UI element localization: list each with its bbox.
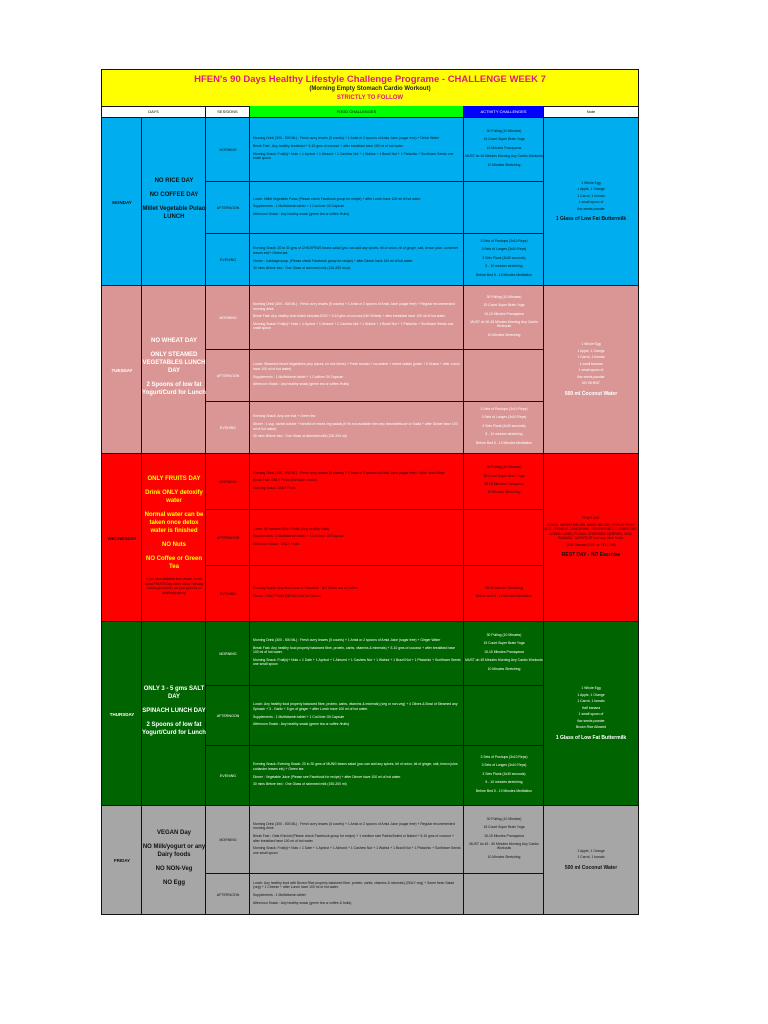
food-line: Afternoon Snack : ONLY Fruits <box>253 541 300 546</box>
activity-line: MUST do 45 - 60 Minutes Morning Any Cardio Workouts <box>469 842 539 851</box>
note-line: flax seeds powder <box>577 374 605 379</box>
note-highlight: 1 Glass of Low Fat Buttermilk <box>555 734 627 741</box>
food-line: Morning Drink (300 - 500 ML) : Fresh curry leaves (5 counts) + 1 Amla or 2 spoons of Amla Juice (sugar free) + Ginger Water <box>253 638 441 643</box>
food-line: Break Fast : Any healthy breakfast + 5-10 gms of coconut + after breakfast have 100 ml of hot water. <box>253 143 404 148</box>
food-line: Dinner : Vegetable Juice (Please see Facebook for recipe) + after Dinner have 100 ml of hot water. <box>253 774 402 779</box>
day-name: THURSDAY <box>109 711 135 717</box>
day-block-wednesday <box>102 454 638 622</box>
activity-line: 15 Count Super Brain Yoga <box>483 641 525 646</box>
activity-line: 3 Sets of Lunges (3x10 Reps) <box>481 247 527 252</box>
activity-line: 3 Sets of Lunges (3x10 Reps) <box>481 763 527 768</box>
food-line: Lunch: Any healthy food properly balanced fibre, protein, carbs, vitamins & minerals) (veg or non-veg) + 4 Olives & Bowl of Steamed any Spinach + 3 - Garlic + 5 gm of ginger + after Lunch have 100 ml of hot water. <box>253 702 458 711</box>
food-line: Morning Snack: Fruit(s)+ Nuts = 1 Apricot + 1 Almond + 1 Cashew Nut + 1 Walnut + 1 Brazil Nut + 1 Pistachio + Sunflower Seeds one small spoon <box>253 151 454 161</box>
activity-line: 15-15 Minutes Pranayama <box>484 482 524 486</box>
activity-line: 30 Pulling (10 Minutes) <box>486 816 522 821</box>
food-line: Supplements : 1 Multivitamin tablet + 1 Cod liver Oil Capsule <box>253 714 345 719</box>
activity-line: 15 Count Super Brain Yoga <box>483 137 525 142</box>
food-afternoon <box>250 510 464 566</box>
session-label-morning: MORNING <box>219 480 237 484</box>
note-line: 1 Carrot, 1 tomato <box>577 855 605 860</box>
note-line: 1 Apple, 1 Orange <box>577 348 605 353</box>
note-highlight: 500 ml Coconut Water <box>564 864 618 871</box>
food-line: Afternoon Snack : Any healthy snack (green tea or coffee & fruits) <box>253 900 352 905</box>
day-block-friday <box>102 806 638 915</box>
food-line: Morning Snack: Fruit(s)+ Nuts = 1 Date + 1 Apricot + 1 Almond + 1 Cashew Nut + 1 Walnut + 1 Brazil Nut + 1 Pistachio + Sunflower Seeds one small spoon <box>253 846 461 855</box>
note-line: Brown Rice Allowed <box>576 725 606 729</box>
day-rule: ONLY 3 - 5 gms SALT DAY <box>143 686 205 700</box>
activity-line: 3 Sets Plank (3x30 seconds) <box>482 423 526 428</box>
note-line: 2000 Banana (RED or YELLOW) <box>566 542 616 547</box>
note-line: 1 small banana <box>579 361 603 366</box>
activity-line: 3 Sets of Lunges (3x10 Reps) <box>481 415 527 420</box>
day-rule: Normal water can be taken once detox water is finished <box>144 512 204 534</box>
food-line: Evening Snack: 20 to 30 gms of CHICKPEAS beans salad (you can add any spices, bit of onion, bit of ginger, salt, lemon juice, coriander leaves etc)+ Green tea <box>253 246 459 255</box>
note-line: 1 Carrot, 1 tomato <box>577 193 605 198</box>
day-rule: 2 Spoons of low fat Yogurt/Curd for Lunch <box>142 382 206 396</box>
food-morning <box>250 622 464 686</box>
food-line: Afternoon Snack : Any healthy snack (green tea or coffee /fruits) <box>253 382 350 387</box>
day-rule: 2 Spoons of low fat Yogurt/Curd for Lunch <box>142 722 206 736</box>
activity-line: MUST do 45 Minutes Morning Any Cardio Workouts <box>465 658 543 663</box>
food-line: Morning Snack: Fruit(s)+ Nuts = 1 Apricot + 1 Almond + 1 Cashew Nut + 1 Walnut + 1 Brazil Nut + 1 Pistachio + Sunflower Seeds one small spoon <box>253 321 454 331</box>
day-name: FRIDAY <box>113 858 131 863</box>
food-line: 30 mins Before bed : One Glass of skimmed milk (150-200 ml pt) <box>253 266 351 271</box>
activity-morning <box>464 806 544 874</box>
note-highlight: 1 Glass of Low Fat Buttermilk <box>555 216 627 222</box>
note-line: 1 Apple, 1 Orange <box>577 692 605 697</box>
day-name: TUESDAY <box>111 367 133 373</box>
note-line: 1 Whole Egg <box>581 180 601 185</box>
activity-line: 30 Pulling (10 Minutes) <box>486 128 522 133</box>
food-afternoon <box>250 874 464 915</box>
activity-line: 3 Sets Plank (3x30 seconds) <box>482 771 526 776</box>
food-evening <box>250 566 464 622</box>
day-rule: NO COFFEE DAY <box>149 192 199 198</box>
food-morning <box>250 118 464 182</box>
note-line: GUAVA, WATER MELON, MUSK MELON, CITRUS FRUIT (E.G. ORANGE, TANGERINE, GRAPEFRUIT, CLEMENTINE, LEMON, LIME), PLUMS, CHERRIES, BERRIES, KIWI, BANANA, JACKFRUIT and any other fruits. <box>544 522 638 541</box>
sheet-title: HFEN's 90 Days Healthy Lifestyle Challenge Programe - CHALLENGE WEEK 7 <box>194 74 546 85</box>
note-line: flax seeds powder <box>577 718 605 723</box>
food-line: Break Fast: Any healthy food which includes EGG + 5-10 gms of coconut (NO Wheat) + after breakfast have 100 ml of hot water. <box>253 314 446 319</box>
activity-line: Before Bed 5 - 10 Minutes Meditation <box>476 440 532 445</box>
day-rule: NO Milk/yogurt or any Dairy foods <box>142 843 206 858</box>
activity-line: 5 - 10 minutes stretching <box>485 780 523 785</box>
food-line: Evening Snack: Any one fruit + Green tea <box>253 414 316 419</box>
food-line: Lunch: Any healthy food with Brown Rice properly balanced fibre, protein, carbs, vitamins & minerals) (ONLY veg) + Some fresh Salad (veg) + 1 Cheese + after Lunch have 100 ml of hot water. <box>253 880 455 890</box>
food-line: Afternoon Snack : Any healthy snack (green tea or coffee /fruits) <box>253 211 350 216</box>
activity-morning <box>464 286 544 350</box>
activity-line: 15-30 Minutes Stretching <box>485 585 523 590</box>
activity-line: MUST do 45 Minutes Morning Any Cardio Workouts <box>465 154 543 159</box>
day-rule: NO NON-Veg <box>155 865 193 872</box>
session-label-evening: EVENING <box>219 426 237 430</box>
activity-line: 15 Count Super Brain Yoga <box>483 825 525 830</box>
session-label-morning: MORNING <box>219 652 237 656</box>
activity-line: Before Bed 5 - 10 Minutes Meditation <box>476 272 532 277</box>
food-line: Lunch: 50 minutes ONLY Fruits (Any healthy fruits) <box>253 526 330 531</box>
food-afternoon <box>250 350 464 402</box>
note-highlight: REST DAY - NO Exercise <box>561 552 621 559</box>
activity-line: 3 Sets of Pushups (3x10 Reps) <box>480 754 528 759</box>
col-header-food: FOOD CHALLENGES <box>250 106 464 118</box>
day-rule: VEGAN Day <box>156 829 191 836</box>
activity-line: 15 Minutes Pranayama <box>486 145 522 150</box>
day-rule-note: If you have diabetes then please do not follow FRUITS Day rather follow Tuesday Challenges and do not post pictures on what'sapp group <box>144 577 204 595</box>
note-highlight: 500 ml Coconut Water <box>564 390 618 397</box>
day-note <box>544 118 638 286</box>
activity-line: 15-15 Minutes Pranayama <box>484 649 524 654</box>
activity-line: 5 - 10 minutes stretching <box>485 432 523 437</box>
food-evening <box>250 234 464 286</box>
food-line: 30 mins Before bed : One Glass of skimmed milk (150-200 ml) <box>253 782 347 787</box>
challenge-sheet <box>101 69 639 915</box>
day-rules <box>142 118 206 286</box>
food-line: Morning Drink (300 - 500 ML) : Fresh curry leaves (5 counts) + 1 Amla or 2 spoons of Amla Juice (sugar free) + Regular recommended morning drink <box>253 302 455 311</box>
day-rules <box>142 806 206 915</box>
food-line: 30 mins Before bed : One Glass of skimmed milk (150-200 ml) <box>253 434 347 439</box>
food-line: Supplements : 1 Multivitamin tablet + 1 Cod liver Oil Capsule <box>253 204 345 209</box>
activity-line: 3 Sets of Pushups (3x10 Reps) <box>480 238 528 243</box>
day-note <box>544 622 638 806</box>
day-rule: NO Egg <box>163 879 185 886</box>
day-rules <box>142 286 206 454</box>
food-morning <box>250 286 464 350</box>
activity-line: Before Bed 5 - 10 Minutes Meditation <box>476 788 532 793</box>
day-rule: NO RICE DAY <box>154 178 194 184</box>
day-note <box>544 806 638 915</box>
day-block-monday <box>102 118 638 286</box>
activity-line: 10 Minutes Stretching <box>487 332 521 337</box>
day-rule: NO Coffee or Green Tea <box>145 556 202 570</box>
food-line: Morning Drink (300 - 500 ML) : Fresh curry leaves (5 counts) + 1 Amla or 2 spoons of Amla Juice (sugar free) + Detox Water <box>253 136 440 141</box>
activity-line: 30 Pulling (10 Minutes) <box>486 632 522 637</box>
activity-line: 10 Minutes Stretching <box>487 490 521 495</box>
note-line: 1 Whole Egg <box>581 342 601 346</box>
activity-line: 10 Minutes Stretching <box>487 162 521 167</box>
activity-line: 10 Minutes Stretching <box>487 854 521 859</box>
note-line: 1 Carrot, 1 tomato <box>577 355 605 359</box>
session-label-afternoon: AFTERNOON <box>216 714 240 718</box>
food-line: Dinner : ONLY Fruits (NO BELOW for Dinner) <box>253 594 322 598</box>
food-morning <box>250 454 464 510</box>
activity-evening <box>464 746 544 806</box>
session-label-evening: EVENING <box>219 774 237 778</box>
note-line: FRUIT DAY <box>582 516 600 521</box>
sheet-header <box>102 70 638 107</box>
day-note <box>544 454 638 622</box>
day-rule: NO Nuts <box>162 542 186 548</box>
food-line: Dinner : 1 cup, ravioli cuisine + handful of mixed veg salads (if it's not available then any leaves/lettuce/ or Salad + after Dinner have 100 ml of hot water) <box>253 421 458 431</box>
activity-evening <box>464 234 544 286</box>
day-rule: SPINACH LUNCH DAY <box>142 708 206 714</box>
session-label-afternoon: AFTERNOON <box>216 536 240 540</box>
day-rules <box>142 622 206 806</box>
note-line: 1 small spoon of <box>578 368 604 372</box>
activity-morning <box>464 454 544 510</box>
session-label-evening: EVENING <box>219 592 237 596</box>
day-rules <box>142 454 206 622</box>
session-label-afternoon: AFTERNOON <box>216 892 240 897</box>
session-label-afternoon: AFTERNOON <box>216 206 240 210</box>
day-rule: NO WHEAT DAY <box>150 338 197 344</box>
food-line: Lunch: Millet Vegetable Pulao (Please check Facebook group for recipe) + after Lunch have 100 ml of hot water. <box>253 196 422 201</box>
day-rule: Millet Vegetable Pulao LUNCH <box>142 206 206 220</box>
activity-morning <box>464 118 544 182</box>
col-header-activity: ACTIVITY CHALLENGES <box>464 106 544 118</box>
day-note <box>544 286 638 454</box>
food-afternoon <box>250 686 464 746</box>
activity-line: 3 Sets of Pushups (3x10 Reps) <box>480 406 528 411</box>
food-evening <box>250 402 464 454</box>
session-label-morning: MORNING <box>219 148 237 152</box>
food-line: Break Fast : Oats Khichdi (Please check Facebook group for recipe) + 1 medium size Paleta Boiled or Baked + 5-10 gms of coconut + after breakfast have 100 ml of hot water. <box>253 833 454 843</box>
food-line: Supplements : 1 Multivitamin tablet + 1 Cod liver Oil Capsule <box>253 534 345 539</box>
note-line: 1 Whole Egg <box>581 686 601 690</box>
activity-evening <box>464 402 544 454</box>
note-line: Half banana <box>581 705 601 710</box>
note-line: 1 Carrot, 1 tomato <box>577 699 605 703</box>
food-line: Break Fast: ONLY Fruits (Eat water melon) <box>253 478 318 483</box>
activity-line: 15 Count Super Brain Yoga <box>483 473 525 478</box>
day-rule: Drink ONLY detoxify water <box>145 490 203 504</box>
note-line: 1 Apple, 1 Orange <box>577 187 605 191</box>
food-line: Supplements : 1 Multivitamin tablet + 1 Codliver Oil Capsule <box>253 374 344 379</box>
session-label-evening: EVENING <box>219 258 237 262</box>
strict-note: STRICTLY TO FOLLOW <box>336 95 404 101</box>
col-header-days: DAYS <box>102 106 206 118</box>
note-line: 1 Apple, 1 Orange <box>577 848 605 853</box>
activity-line: 5 - 10 minutes stretching <box>485 264 523 269</box>
sheet-subtitle: (Morning Empty Stomach Cardio Workout) <box>309 86 431 92</box>
food-line: Lunch: Steamed mixed Vegetables (any spices, no rice items) + Fresh tomato + cucumber + mixed salads (pulse + 5 Grams + after Lunch have 100 ml of hot water) <box>253 362 460 371</box>
activity-line: 15-15 Minutes Pranayama <box>484 833 524 838</box>
day-block-thursday <box>102 622 638 806</box>
food-line: Morning Snack: Fruit(s)+ Nuts = 1 Date + 1 Apricot + 1 Almond + 1 Cashew Nut + 1 Walnut + 1 Brazil Nut + 1 Pistachio + Sunflower Seeds one small spoon <box>253 657 461 667</box>
col-header-sessions: SESSIONS <box>206 106 250 118</box>
food-line: Break Fast: Any healthy food properly balanced fibre, protein, carbs, vitamins & minerals) + 5-10 gms of coconut + after breakfast have 100 ml of hot water. <box>253 645 456 655</box>
food-line: Evening Snack: Any fresh juice or Smoothie - NO Green tea or Coffee <box>253 586 358 591</box>
food-line: Supplements : 1 Multivitamin tablet <box>253 893 306 897</box>
food-line: Afternoon Snack : Any healthy snack (green tea or coffee /fruits) <box>253 722 350 727</box>
day-name: WEDNESDAY <box>107 535 137 541</box>
day-name: MONDAY <box>112 199 132 205</box>
food-line: Morning Drink (300 - 500 ML) : Fresh curry leaves (5 counts) + 1 Amla or 2 spoons of Amla Juice (sugar free) + Aloe Vera Water <box>253 470 445 475</box>
day-rule: ONLY FRUITS DAY <box>147 476 201 482</box>
activity-line: 30 Pulling (10 Minutes) <box>486 294 522 299</box>
col-header-note: Note <box>544 106 638 118</box>
food-evening <box>250 746 464 806</box>
food-line: Morning Snack: ONLY Fruits <box>253 485 296 490</box>
note-line: flax seeds powder <box>577 206 605 211</box>
note-line: 1 small spoon of <box>578 200 604 204</box>
activity-line: MUST do 30-45 Minutes Morning Any Cardio Workouts <box>470 320 538 329</box>
activity-line: Before Bed 5 - 10 Minutes Meditation <box>476 594 532 598</box>
activity-line: 3 Sets Plank (3x30 seconds) <box>482 255 526 260</box>
activity-line: 10 Minutes Stretching <box>487 666 521 671</box>
session-label-afternoon: AFTERNOON <box>216 374 240 378</box>
food-line: Morning Drink (300 - 500 ML) : Fresh curry leaves (5 counts) + 1 Amla or 2 spoons of Amla Juice (sugar free) + Regular recommended morning drink <box>253 821 455 831</box>
day-block-tuesday <box>102 286 638 454</box>
day-rule: ONLY STEAMED VEGETABLES LUNCH DAY <box>142 352 206 374</box>
food-line: Dinner : Cabbage soup. (Please check Facebook group for recipe) + after Dinner have 100 ml of hot water. <box>253 258 414 263</box>
food-afternoon <box>250 182 464 234</box>
activity-line: 15 Count Super Brain Yoga <box>483 303 525 308</box>
session-label-morning: MORNING <box>219 316 237 320</box>
food-morning <box>250 806 464 874</box>
food-line: Evening Snack: Evening Snack: 20 to 30 gms of MUNG beans salad (you can add any spices, bit of onion, bit of ginger, salt, lemon juice, coriander leaves etc) + Green tea <box>253 762 459 771</box>
activity-morning <box>464 622 544 686</box>
activity-line: 15-15 Minutes Pranayama <box>484 311 524 316</box>
note-line: 1 small spoon of <box>578 712 604 716</box>
activity-line: 30 Pulling (10 Minutes) <box>486 465 522 470</box>
activity-evening <box>464 566 544 622</box>
note-line: NO WHEAT <box>581 381 601 385</box>
session-label-morning: MORNING <box>219 838 237 842</box>
